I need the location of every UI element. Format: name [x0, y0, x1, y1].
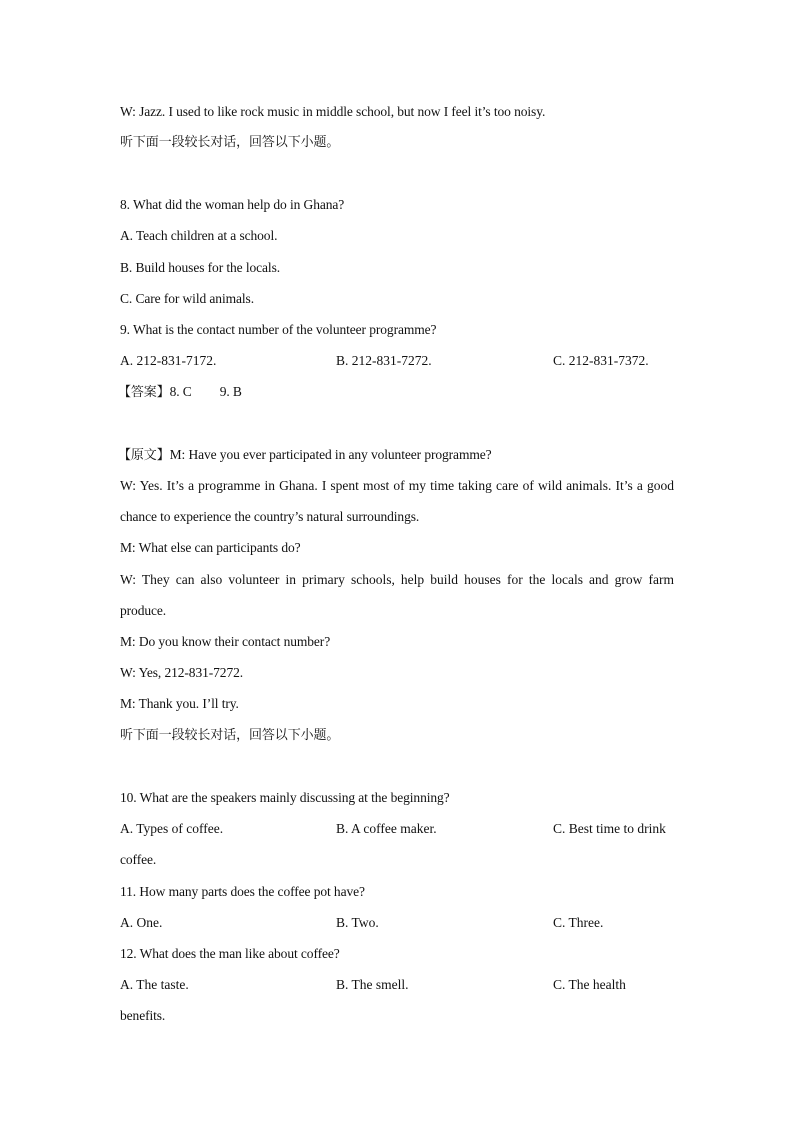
transcript-line-4b: produce.	[120, 603, 167, 618]
question-9-option-b: B. 212-831-7272.	[336, 353, 432, 368]
transcript-first-line	[118, 446, 492, 465]
question-10-option-b: B. A coffee maker.	[336, 821, 437, 836]
question-11-option-b: B. Two.	[336, 915, 379, 930]
question-12-option-c: C. The health	[553, 977, 626, 992]
question-8: 8. What did the woman help do in Ghana?	[120, 197, 345, 212]
section-instruction: 听下面一段较长对话，回答以下小题。	[120, 135, 340, 150]
answer-line	[118, 383, 242, 402]
question-12: 12. What does the man like about coffee?	[120, 946, 340, 961]
question-8-option-a: A. Teach children at a school.	[120, 228, 278, 243]
question-12-option-b: B. The smell.	[336, 977, 409, 992]
transcript-label: 【原文】	[118, 448, 170, 463]
question-11-option-c: C. Three.	[553, 915, 604, 930]
section-instruction-2: 听下面一段较长对话，回答以下小题。	[120, 728, 340, 743]
answer-9: 9. B	[219, 384, 242, 399]
question-12-option-c-continued: benefits.	[120, 1008, 166, 1023]
question-11-option-a: A. One.	[120, 915, 163, 930]
question-9-option-a: A. 212-831-7172.	[120, 353, 217, 368]
question-12-option-a: A. The taste.	[120, 977, 189, 992]
question-9-option-c: C. 212-831-7372.	[553, 353, 649, 368]
question-8-option-c: C. Care for wild animals.	[120, 291, 254, 306]
transcript-line-6: W: Yes, 212-831-7272.	[120, 665, 244, 680]
answer-label: 【答案】	[118, 385, 170, 400]
transcript-line-2a: W: Yes. It’s a programme in Ghana. I spent most of my time taking care of wild animals. It’s a good	[120, 478, 674, 493]
transcript-line-3: M: What else can participants do?	[120, 540, 301, 555]
transcript-line-5: M: Do you know their contact number?	[120, 634, 331, 649]
transcript-line-2b: chance to experience the country’s natural surroundings.	[120, 509, 420, 524]
question-11: 11. How many parts does the coffee pot have?	[120, 884, 365, 899]
question-10-option-c-continued: coffee.	[120, 852, 157, 867]
question-10-option-a: A. Types of coffee.	[120, 821, 224, 836]
question-10: 10. What are the speakers mainly discussing at the beginning?	[120, 790, 450, 805]
answer-8: 8. C	[169, 384, 192, 399]
question-8-option-b: B. Build houses for the locals.	[120, 260, 281, 275]
transcript-line-4a: W: They can also volunteer in primary schools, help build houses for the locals and grow farm	[120, 572, 674, 587]
question-10-option-c: C. Best time to drink	[553, 821, 666, 836]
dialogue-line-jazz: W: Jazz. I used to like rock music in middle school, but now I feel it’s too noisy.	[120, 104, 546, 119]
transcript-line-7: M: Thank you. I’ll try.	[120, 696, 239, 711]
transcript-line-1: M: Have you ever participated in any volunteer programme?	[169, 447, 492, 462]
question-9: 9. What is the contact number of the volunteer programme?	[120, 322, 437, 337]
